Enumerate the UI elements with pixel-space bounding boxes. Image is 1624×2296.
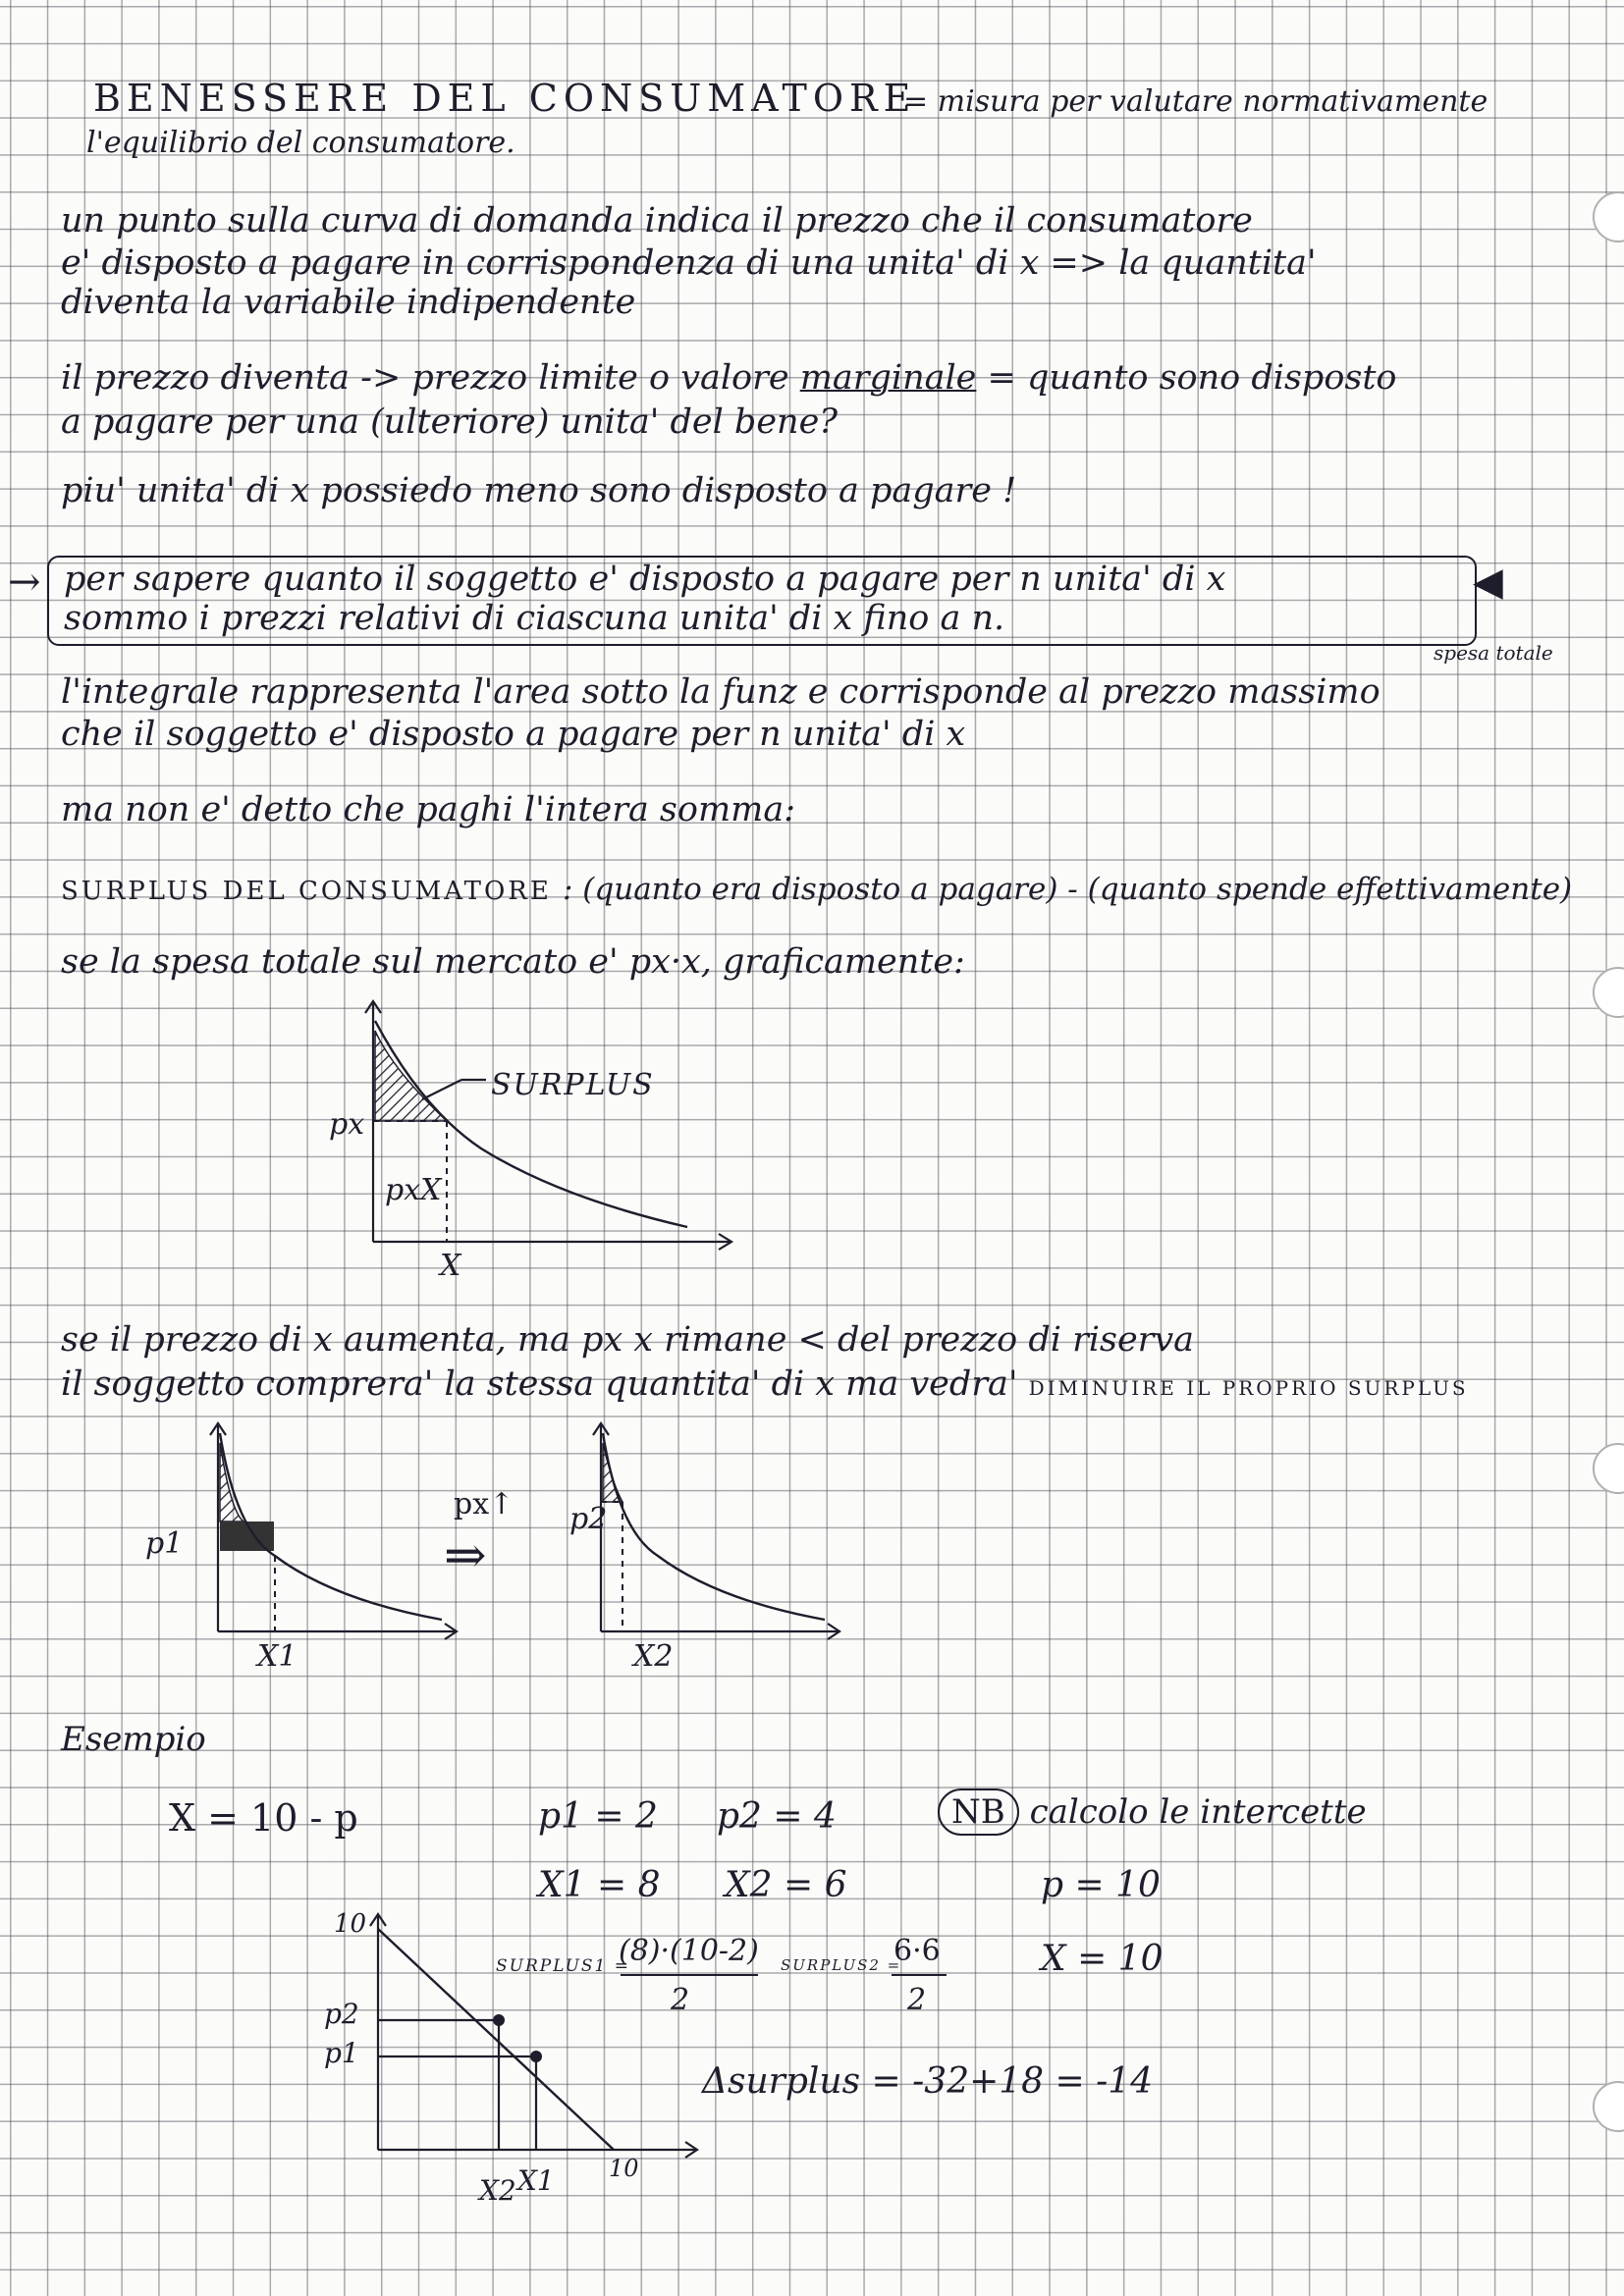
surplus1-denominator: 2 [671, 1983, 690, 2017]
text-line [61, 358, 1397, 398]
graph-before [196, 1423, 452, 1659]
binder-hole [1593, 2081, 1624, 2132]
binder-hole [1593, 1443, 1624, 1494]
demand-equation: X = 10 - p [169, 1796, 358, 1840]
surplus2-label: SURPLUS2 = [781, 1956, 902, 1974]
caps-segment: DIMINUIRE IL PROPRIO SURPLUS [1028, 1376, 1469, 1400]
demand-line [378, 1929, 614, 2150]
surplus2-numerator: 6·6 [893, 1934, 941, 1968]
text-line: piu' unita' di x possiedo meno sono disposto a pagare ! [61, 471, 1017, 510]
x-label: X [440, 1249, 461, 1283]
text-line: per sapere quanto il soggetto e' disposto a pagare per n unita' di x [64, 560, 1226, 599]
binder-hole [1593, 191, 1624, 242]
text-segment: = quanto sono disposto [987, 358, 1397, 398]
price1-value: p1 = 2 [538, 1796, 658, 1837]
x2-axis-label: X2 [479, 2174, 516, 2207]
arrow-left-icon: ◀ [1473, 560, 1503, 605]
text-line: diventa la variabile indipendente [61, 283, 636, 322]
delta-surplus: Δsurplus = -32+18 = -14 [702, 2061, 1154, 2102]
text-line [61, 869, 1572, 908]
px-label: px [329, 1107, 365, 1142]
text-line: l'integrale rappresenta l'area sotto la funz e corrisponde al prezzo massimo [61, 672, 1380, 712]
equilibrium-point [530, 2051, 542, 2062]
underlined-word: marginale [799, 358, 977, 398]
p2-axis-label: p2 [324, 1998, 359, 2030]
surplus1-label: SURPLUS1 = [496, 1956, 631, 1976]
quantity-intercept: X = 10 [1041, 1939, 1164, 1979]
surplus2-denominator: 2 [907, 1983, 927, 2017]
surplus-graph [353, 1001, 766, 1256]
surplus-label: SURPLUS [491, 1068, 655, 1102]
graph-after [579, 1423, 835, 1659]
text-line: se il prezzo di x aumenta, ma px x rimane < del prezzo di riserva [61, 1320, 1195, 1360]
text-line: a pagare per una (ulteriore) unita' del bene? [61, 402, 839, 442]
demand-curve [603, 1433, 825, 1620]
text-line: ma non e' detto che paghi l'intera somma: [61, 790, 796, 829]
price2-value: p2 = 4 [717, 1796, 837, 1837]
arrow-right-icon: → [8, 560, 41, 605]
title-definition-cont: l'equilibrio del consumatore. [86, 126, 515, 160]
text-line: e' disposto a pagare in corrispondenza di una unita' di x => la quantita' [61, 243, 1317, 283]
price-increase-label: px↑ [454, 1487, 514, 1522]
text-segment: il prezzo diventa -> prezzo limite o valore [61, 358, 789, 398]
x1-label: X1 [257, 1639, 298, 1674]
p1-axis-label: p1 [324, 2037, 359, 2069]
quantity2-value: X2 = 6 [725, 1865, 847, 1905]
equilibrium-point [493, 2014, 505, 2026]
binder-hole [1593, 967, 1624, 1018]
example-heading: Esempio [61, 1720, 206, 1759]
x1-axis-label: X1 [517, 2164, 555, 2197]
price-intercept: p = 10 [1041, 1865, 1161, 1905]
pxx-label: pxX [385, 1173, 442, 1207]
x-intercept-label: 10 [609, 2155, 639, 2182]
surplus-heading: SURPLUS DEL CONSUMATORE [61, 877, 552, 906]
surplus1-numerator: (8)·(10-2) [619, 1934, 759, 1968]
double-arrow-icon: ⇒ [444, 1526, 487, 1585]
text-line [61, 1364, 1469, 1404]
text-line: sommo i prezzi relativi di ciascuna unita' di x fino a n. [64, 599, 1005, 638]
nb-badge: NB [938, 1789, 1019, 1836]
p2-label: p2 [569, 1502, 608, 1536]
text-segment: : (quanto era disposto a pagare) - (quanto spende effettivamente) [563, 872, 1573, 907]
text-line: che il soggetto e' disposto a pagare per n unita' di x [61, 715, 966, 754]
quantity1-value: X1 = 8 [538, 1865, 661, 1905]
text-line: se la spesa totale sul mercato e' px·x, graficamente: [61, 942, 965, 982]
margin-note: spesa totale [1434, 641, 1553, 665]
fraction-bar [892, 1974, 947, 1976]
nb-text: calcolo le intercette [1029, 1792, 1367, 1832]
nb-note [938, 1792, 1367, 1832]
page-title: BENESSERE DEL CONSUMATORE [93, 77, 917, 120]
title-definition: = misura per valutare normativamente [903, 84, 1489, 119]
surplus-area [375, 1031, 447, 1121]
text-segment: il soggetto comprera' la stessa quantita' di x ma vedra' [61, 1364, 1018, 1404]
x2-label: X2 [633, 1639, 674, 1674]
text-line: un punto sulla curva di domanda indica il prezzo che il consumatore [61, 201, 1253, 240]
linear-demand-graph [373, 1914, 727, 2189]
surplus-pointer [422, 1080, 461, 1099]
y-intercept-label: 10 [334, 1909, 367, 1939]
p1-label: p1 [145, 1526, 184, 1561]
